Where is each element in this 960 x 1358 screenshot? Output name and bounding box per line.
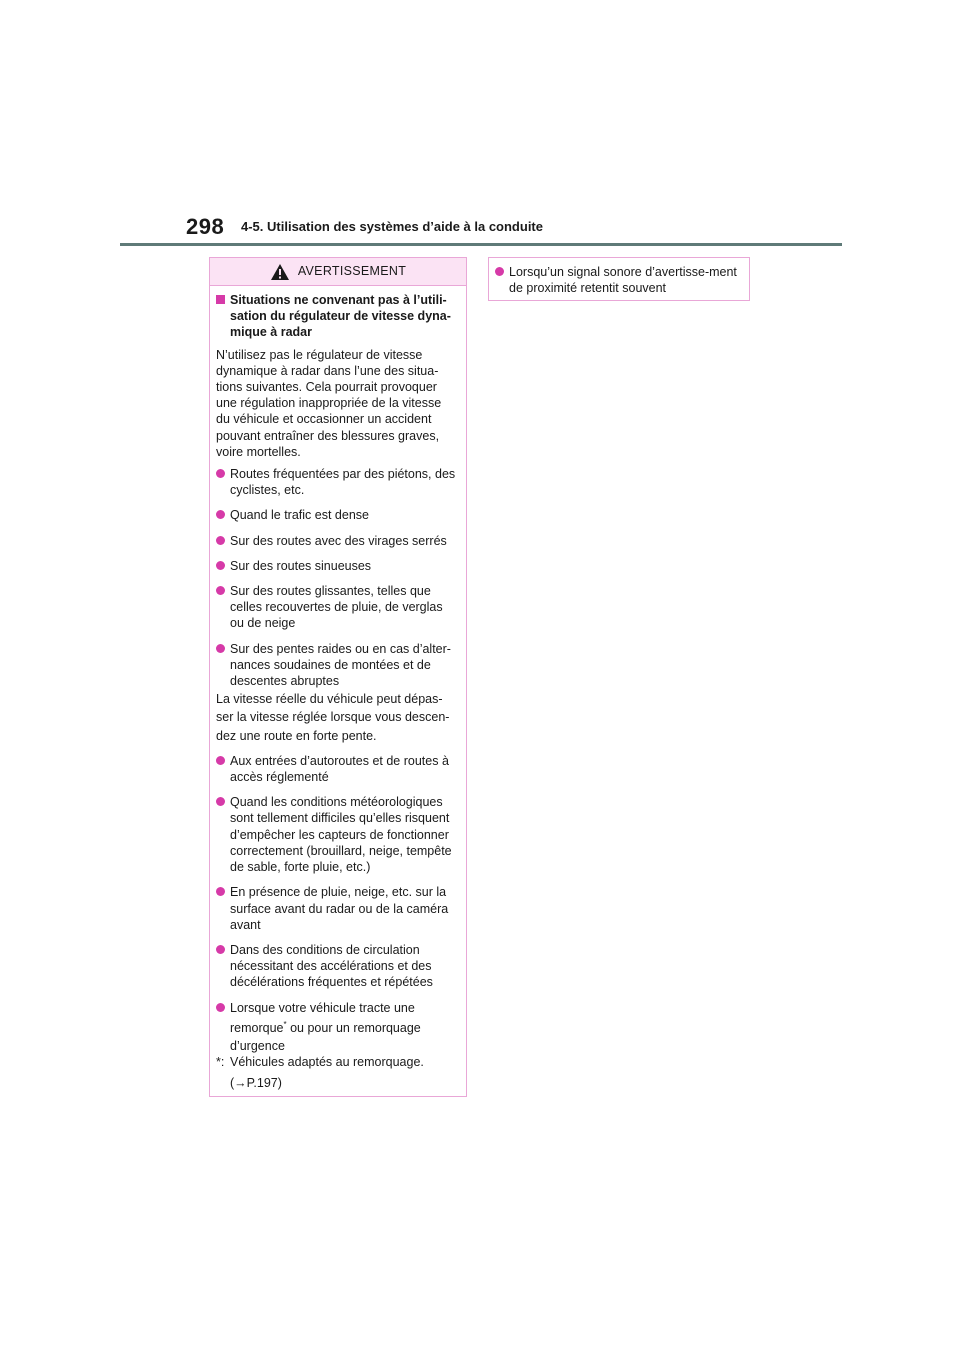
footnote-marker: *: — [216, 1055, 225, 1070]
list-item — [216, 794, 458, 875]
speed-note — [216, 691, 458, 744]
speed-note-line: dez une route en forte pente. — [216, 728, 377, 743]
section-title: 4-5. Utilisation des systèmes d’aide à la conduite — [241, 219, 543, 234]
square-bullet-icon — [216, 295, 225, 304]
list-item-text: Sur des pentes raides ou en cas d’alter-nances soudaines de montées et de descentes abruptes — [230, 641, 451, 689]
list-item-towing — [216, 1000, 458, 1057]
list-item — [216, 533, 458, 549]
list-item-text: Sur des routes avec des virages serrés — [230, 533, 447, 548]
footnote-asterisk: * — [283, 1019, 287, 1029]
page-reference-link[interactable]: (→P.197) — [230, 1076, 282, 1091]
bullet-dot-icon — [216, 644, 225, 653]
bullet-dot-icon — [216, 756, 225, 765]
warning-intro: N’utilisez pas le régulateur de vitesse dynamique à radar dans l’une des situa-tions suivantes. Cela pourrait provoquer une régulation inappropriée de la vitesse du véhicule et occasionner un accident pouvant entraîner des blessures graves, voire mortelles. — [216, 347, 442, 459]
speed-note-line: ser la vitesse réglée lorsque vous descen- — [216, 710, 450, 725]
bullet-dot-icon — [216, 797, 225, 806]
towing-line-1: Lorsque votre véhicule tracte une — [230, 1000, 415, 1015]
warning-box — [209, 257, 467, 1097]
bullet-dot-icon — [495, 267, 504, 276]
page-number: 298 — [186, 214, 225, 239]
bullet-dot-icon — [216, 561, 225, 570]
footnote-text: Véhicules adaptés au remorquage. — [230, 1055, 424, 1070]
warning-heading — [216, 292, 458, 341]
header-divider — [120, 243, 842, 246]
list-item — [216, 558, 458, 574]
towing-line-2-start: remorque — [230, 1020, 284, 1035]
warning-heading-text: Situations ne convenant pas à l’utili-sation du régulateur de vitesse dyna-mique à radar — [230, 293, 451, 340]
warning-body — [210, 286, 466, 1092]
list-item — [216, 942, 458, 991]
warning-triangle-icon — [270, 263, 290, 281]
list-item-text: Quand le trafic est dense — [230, 508, 369, 523]
list-item-text — [230, 1000, 458, 1057]
list-item-text: Dans des conditions de circulation nécessitant des accélérations et des décélérations fréquentes et répétées — [230, 942, 433, 990]
list-item — [495, 264, 743, 296]
list-item — [216, 884, 458, 933]
bullet-dot-icon — [216, 510, 225, 519]
list-item — [216, 753, 458, 785]
list-item-text: Sur des routes sinueuses — [230, 558, 372, 573]
list-item-text: Routes fréquentées par des piétons, des cyclistes, etc. — [230, 467, 456, 498]
list-item — [216, 641, 458, 690]
list-item-text: Aux entrées d’autoroutes et de routes à accès réglementé — [230, 753, 449, 785]
list-item-text: Sur des routes glissantes, telles que celles recouvertes de pluie, de verglas ou de neige — [230, 584, 443, 631]
towing-line-2 — [230, 1020, 458, 1036]
list-item-text: En présence de pluie, neige, etc. sur la surface avant du radar ou de la caméra avant — [230, 885, 449, 932]
bullet-dot-icon — [216, 469, 225, 478]
warning-title: AVERTISSEMENT — [297, 264, 407, 279]
towing-line-2-end: ou pour un remorquage — [286, 1020, 421, 1035]
right-column-box — [488, 257, 750, 301]
list-item — [216, 583, 458, 632]
list-item-text: Lorsqu’un signal sonore d’avertisse-ment de proximité retentit souvent — [509, 265, 737, 296]
speed-note-line: La vitesse réelle du véhicule peut dépas- — [216, 692, 443, 707]
list-item-text: Quand les conditions météorologiques sont tellement difficiles qu’elles risquent d’empêcher les capteurs de fonctionner correctement (brouillard, neige, tempête de sable, forte pluie, etc.) — [230, 795, 452, 875]
bullet-dot-icon — [216, 945, 225, 954]
bullet-dot-icon — [216, 536, 225, 545]
bullet-dot-icon — [216, 887, 225, 896]
towing-line-3: d’urgence — [230, 1038, 285, 1053]
bullet-dot-icon — [216, 586, 225, 595]
list-item — [216, 466, 458, 498]
bullet-dot-icon — [216, 1003, 225, 1012]
footnote — [216, 1054, 458, 1070]
list-item — [216, 507, 458, 523]
warning-header — [210, 258, 466, 286]
